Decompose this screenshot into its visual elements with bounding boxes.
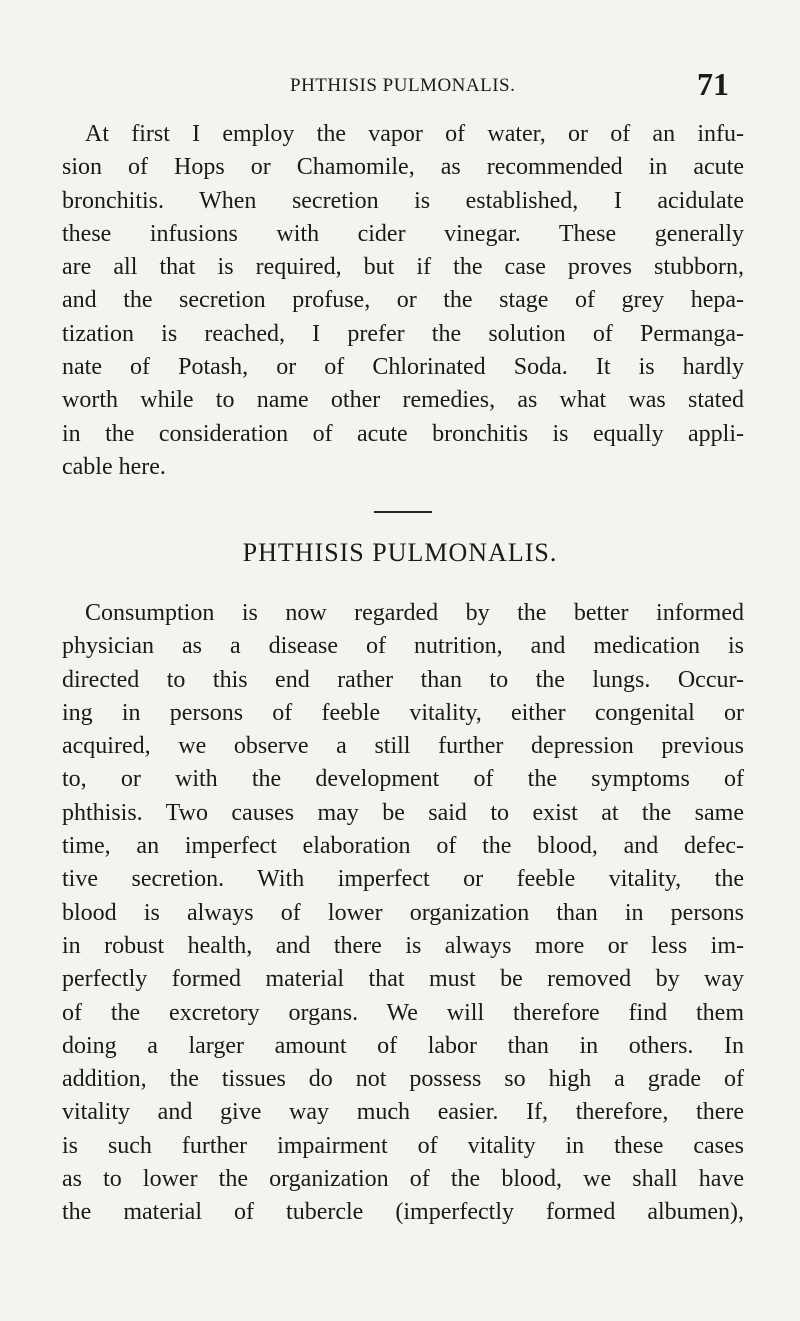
text-line: in robust health, and there is always more or less im- [62,932,744,959]
section-title: PHTHISIS PULMONALIS. [242,538,558,567]
text-line: bronchitis. When secretion is established, I acidulate [62,187,744,214]
text-line: tization is reached, I prefer the solution of Permanga- [62,320,744,347]
text-line: vitality and give way much easier. If, therefore, there [62,1099,744,1126]
text-line: worth while to name other remedies, as what was stated [62,387,744,414]
text-line: as to lower the organization of the blood, we shall have [62,1166,744,1193]
section-divider [374,511,432,513]
text-line: are all that is required, but if the case proves stubborn, [62,254,744,281]
text-line: to, or with the development of the symptoms of [62,766,744,793]
text-line: the material of tubercle (imperfectly formed albumen), [62,1199,744,1226]
running-header: PHTHISIS PULMONALIS. [290,75,516,96]
page-number: 71 [697,66,729,102]
text-line: addition, the tissues do not possess so high a grade of [62,1066,744,1093]
text-line: is such further impairment of vitality in these cases [62,1132,744,1159]
text-line: At first I employ the vapor of water, or of an infu- [85,121,744,147]
text-line: ing in persons of feeble vitality, either congenital or [62,699,744,726]
text-line: Consumption is now regarded by the better informed [85,600,744,626]
text-line: physician as a disease of nutrition, and medication is [62,633,744,660]
text-line: cable here. [62,453,166,480]
text-line: directed to this end rather than to the lungs. Occur- [62,666,744,693]
text-line: of the excretory organs. We will therefore find them [62,999,744,1026]
text-line: and the secretion profuse, or the stage of grey hepa- [62,287,744,314]
paragraph-treatment-continued [62,118,744,484]
text-line: sion of Hops or Chamomile, as recommended in acute [62,154,744,181]
text-line: doing a larger amount of labor than in others. In [62,1032,744,1059]
text-line: tive secretion. With imperfect or feeble vitality, the [62,866,744,893]
text-line: blood is always of lower organization than in persons [62,899,744,926]
text-line: nate of Potash, or of Chlorinated Soda. It is hardly [62,354,744,381]
text-line: perfectly formed material that must be removed by way [62,966,744,993]
text-line: in the consideration of acute bronchitis is equally appli- [62,420,744,447]
text-line: these infusions with cider vinegar. These generally [62,220,744,247]
text-line: acquired, we observe a still further depression previous [62,733,744,760]
paragraph-consumption [62,597,744,1230]
text-line: time, an imperfect elaboration of the blood, and defec- [62,833,744,860]
text-line: phthisis. Two causes may be said to exist at the same [62,799,744,826]
